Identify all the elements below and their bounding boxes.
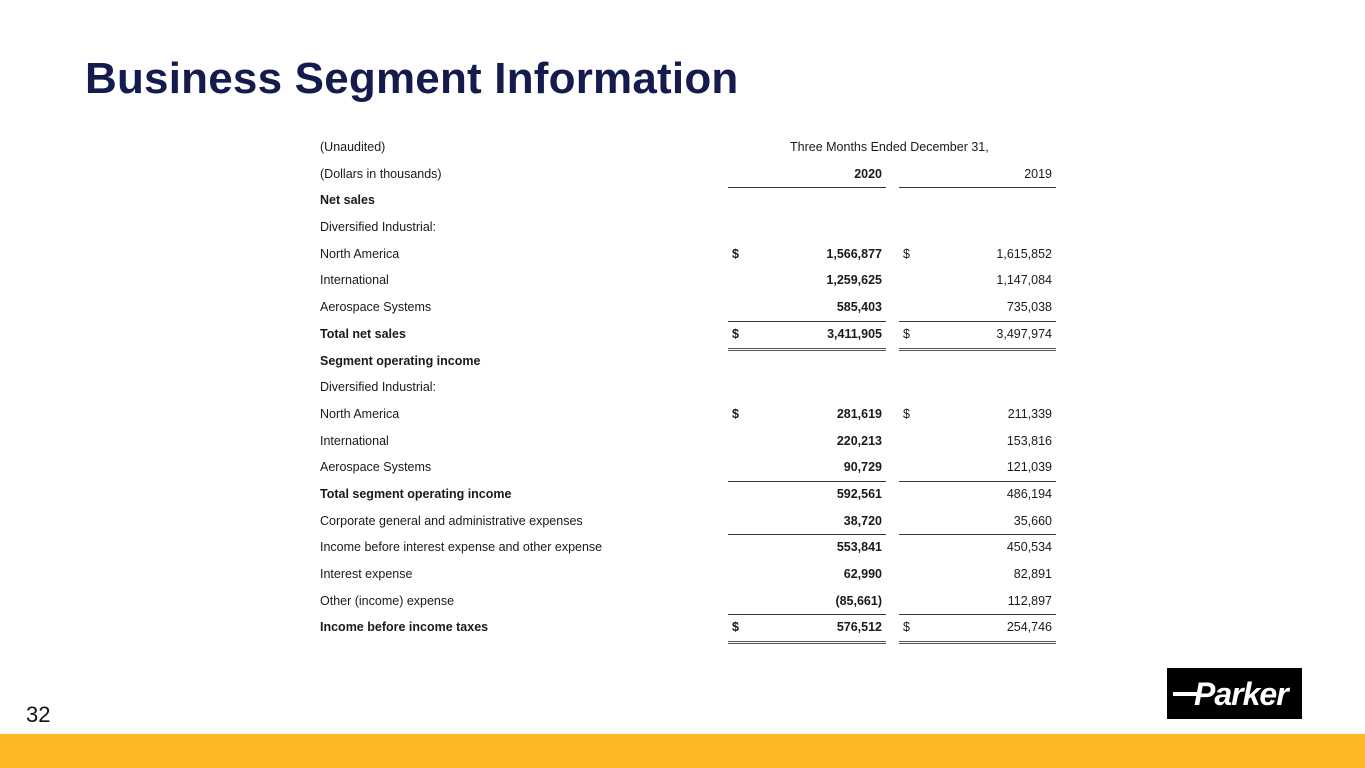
value-2019: 153,816 xyxy=(1006,433,1052,448)
row-label: International xyxy=(320,273,389,288)
cell-2020 xyxy=(728,614,886,644)
cell-2020 xyxy=(728,294,886,322)
cell-2020 xyxy=(728,534,886,561)
unaudited-label: (Unaudited) xyxy=(320,140,386,154)
segment-table xyxy=(320,134,1060,641)
cell-2020 xyxy=(728,561,886,588)
cell-2020 xyxy=(728,241,886,268)
value-2019: 82,891 xyxy=(1013,567,1052,581)
currency-symbol: $ xyxy=(732,326,739,341)
cell-2020 xyxy=(728,508,886,536)
value-2020: 3,411,905 xyxy=(827,326,882,341)
cell-2019 xyxy=(899,588,1056,616)
currency-symbol: $ xyxy=(732,620,739,635)
value-2019: 1,147,084 xyxy=(996,273,1052,288)
value-2019: 112,897 xyxy=(1007,593,1052,608)
value-2019: 211,339 xyxy=(1007,406,1052,421)
cell-2019 xyxy=(899,614,1056,644)
table-row xyxy=(320,588,1060,615)
cell-2020 xyxy=(728,401,886,428)
cell-2019 xyxy=(899,321,1056,351)
table-row xyxy=(320,428,1060,455)
table-row xyxy=(320,241,1060,268)
table-row xyxy=(320,267,1060,294)
period-header: Three Months Ended December 31, xyxy=(790,140,989,154)
currency-symbol: $ xyxy=(903,246,910,261)
cell-2020 xyxy=(728,454,886,482)
column-header-2020: 2020 xyxy=(854,166,882,181)
row-label: Diversified Industrial: xyxy=(320,220,437,235)
cell-2019 xyxy=(899,481,1056,508)
value-2020: (85,661) xyxy=(835,593,882,608)
table-row xyxy=(320,294,1060,321)
parker-logo-mark xyxy=(1167,668,1302,719)
table-row xyxy=(320,401,1060,428)
table-row xyxy=(320,561,1060,588)
page-title: Business Segment Information xyxy=(85,54,739,103)
row-label: North America xyxy=(320,406,400,421)
table-row xyxy=(320,187,1060,214)
value-2020: 585,403 xyxy=(836,300,882,315)
table-body xyxy=(320,187,1060,641)
units-label: (Dollars in thousands) xyxy=(320,166,442,181)
cell-2019 xyxy=(899,267,1056,294)
cell-2020 xyxy=(728,428,886,455)
row-label: Net sales xyxy=(320,193,375,208)
column-header-2019: 2019 xyxy=(1024,166,1052,181)
cell-2020 xyxy=(728,267,886,294)
table-row xyxy=(320,614,1060,641)
row-label: Aerospace Systems xyxy=(320,460,432,475)
table-row xyxy=(320,374,1060,401)
value-2020: 1,566,877 xyxy=(826,246,882,261)
row-label: Diversified Industrial: xyxy=(320,380,437,395)
cell-2019 xyxy=(899,401,1056,428)
value-2020: 576,512 xyxy=(836,620,882,635)
column-header-2020-cell xyxy=(728,161,886,189)
svg-text:Parker: Parker xyxy=(1194,676,1288,712)
bottom-accent-band xyxy=(0,734,1365,768)
table-row xyxy=(320,454,1060,481)
currency-symbol: $ xyxy=(903,326,910,341)
row-label: Segment operating income xyxy=(320,353,481,368)
column-header-2019-cell xyxy=(899,161,1056,189)
cell-2019 xyxy=(899,294,1056,322)
value-2020: 38,720 xyxy=(843,513,882,528)
row-label: Income before interest expense and other expense xyxy=(320,540,603,555)
value-2019: 486,194 xyxy=(1006,486,1052,501)
cell-2019 xyxy=(899,534,1056,561)
currency-symbol: $ xyxy=(732,246,739,261)
table-row xyxy=(320,214,1060,241)
row-label: Total segment operating income xyxy=(320,486,512,501)
currency-symbol: $ xyxy=(903,620,910,635)
value-2020: 1,259,625 xyxy=(826,273,882,288)
table-row xyxy=(320,321,1060,348)
value-2019: 3,497,974 xyxy=(996,326,1052,341)
cell-2019 xyxy=(899,561,1056,588)
value-2019: 735,038 xyxy=(1006,300,1052,315)
cell-2020 xyxy=(728,588,886,616)
table-header-row xyxy=(320,161,1060,188)
value-2019: 254,746 xyxy=(1006,620,1052,635)
value-2020: 553,841 xyxy=(836,540,882,555)
cell-2020 xyxy=(728,321,886,351)
currency-symbol: $ xyxy=(732,406,739,421)
value-2020: 281,619 xyxy=(836,406,882,421)
value-2019: 450,534 xyxy=(1006,540,1052,555)
row-label: Other (income) expense xyxy=(320,593,455,608)
row-label: Corporate general and administrative expenses xyxy=(320,513,583,528)
cell-2019 xyxy=(899,508,1056,536)
row-label: Interest expense xyxy=(320,567,413,581)
value-2020: 62,990 xyxy=(843,567,882,581)
table-row xyxy=(320,481,1060,508)
row-label: North America xyxy=(320,246,400,261)
value-2019: 1,615,852 xyxy=(996,246,1052,261)
cell-2020 xyxy=(728,481,886,508)
row-label: Income before income taxes xyxy=(320,620,489,635)
cell-2019 xyxy=(899,454,1056,482)
page-number: 32 xyxy=(26,702,51,727)
value-2019: 35,660 xyxy=(1013,513,1052,528)
parker-logo xyxy=(1167,668,1302,719)
value-2020: 592,561 xyxy=(836,486,882,501)
row-label: International xyxy=(320,433,389,448)
table-row xyxy=(320,348,1060,375)
table-row xyxy=(320,534,1060,561)
cell-2019 xyxy=(899,428,1056,455)
row-label: Aerospace Systems xyxy=(320,300,432,315)
table-row xyxy=(320,508,1060,535)
cell-2019 xyxy=(899,241,1056,268)
value-2020: 90,729 xyxy=(843,460,882,475)
currency-symbol: $ xyxy=(903,406,910,421)
value-2019: 121,039 xyxy=(1006,460,1052,475)
row-label: Total net sales xyxy=(320,326,406,341)
table-header-row xyxy=(320,134,1060,161)
value-2020: 220,213 xyxy=(836,433,882,448)
